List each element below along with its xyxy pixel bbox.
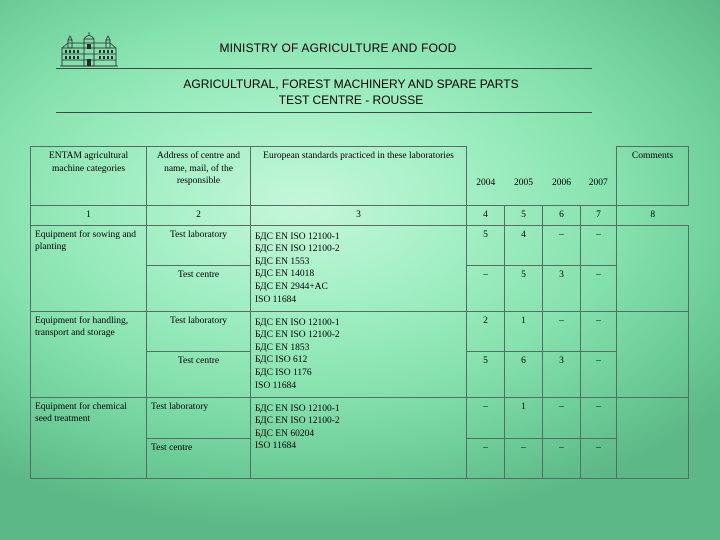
trial-value: 5 (467, 225, 505, 265)
place-cell: Test centre (147, 351, 251, 397)
header-comments: Comments (617, 147, 689, 206)
trial-value: – (581, 397, 617, 438)
column-number-row (31, 206, 689, 226)
standards-cell (251, 225, 467, 311)
standard-item: БДС EN ISO 12100-1 (255, 317, 340, 328)
header-year: 2006 (543, 147, 581, 206)
column-number: 2 (147, 206, 251, 226)
trial-value: – (581, 265, 617, 311)
standard-item: БДС ISO 1176 (255, 367, 312, 378)
standard-item: БДС EN ISO 12100-1 (255, 403, 340, 414)
trial-value: – (543, 438, 581, 478)
place-cell: Test centre (147, 265, 251, 311)
column-number: 7 (581, 206, 617, 226)
trial-value: 2 (467, 311, 505, 351)
column-number: 3 (251, 206, 467, 226)
standards-cell (251, 311, 467, 397)
category-cell: Equipment for handling, transport and storage (31, 311, 147, 397)
table-row (31, 311, 689, 351)
trial-value: – (581, 225, 617, 265)
standard-item: БДС EN 2944+AC (255, 281, 328, 292)
column-number: 1 (31, 206, 147, 226)
category-cell: Equipment for chemical seed treatment (31, 397, 147, 478)
header-standards: European standards practiced in these laboratories (251, 147, 467, 206)
standard-item: ISO 11684 (255, 441, 297, 452)
standard-item: ISO 11684 (255, 380, 297, 391)
column-number: 8 (650, 210, 656, 220)
standard-item: БДС ISO 612 (255, 355, 308, 366)
standard-item: БДС EN 60204 (255, 428, 315, 439)
place-cell: Test laboratory (147, 225, 251, 265)
trial-value: – (543, 225, 581, 265)
trial-value: – (543, 397, 581, 438)
trial-value: 6 (505, 351, 543, 397)
trial-value: – (581, 351, 617, 397)
place-cell: Test laboratory (147, 311, 251, 351)
standard-item: БДС EN 1853 (255, 342, 310, 353)
trial-value: 5 (467, 351, 505, 397)
ministry-title: MINISTRY OF AGRICULTURE AND FOOD (219, 41, 457, 55)
test-centre-title (0, 76, 702, 108)
comments-cell (617, 397, 689, 478)
trial-value: 1 (505, 397, 543, 438)
trial-value: 5 (505, 265, 543, 311)
trial-value: 1 (505, 311, 543, 351)
table-row (31, 397, 689, 438)
trial-value: – (505, 438, 543, 478)
place-cell: Test laboratory (147, 397, 251, 438)
category-cell: Equipment for sowing and planting (31, 225, 147, 311)
standard-item: БДС EN ISO 12100-2 (255, 330, 340, 341)
trial-value: – (467, 265, 505, 311)
table-row (31, 225, 689, 265)
comments-cell (617, 311, 689, 397)
standard-item: БДС EN 1553 (255, 256, 310, 267)
trial-value: – (467, 438, 505, 478)
trial-value: 4 (505, 225, 543, 265)
column-number: 4 (467, 206, 505, 226)
header-categories: ENTAM agricultural machine categories (31, 147, 147, 206)
title-divider (56, 68, 592, 69)
standards-cell (251, 397, 467, 478)
column-number: 5 (505, 206, 543, 226)
table-header-row (31, 147, 689, 206)
header-year: 2004 (467, 147, 505, 206)
trial-value: – (581, 438, 617, 478)
trial-value: 3 (543, 351, 581, 397)
trials-table (30, 146, 689, 479)
trial-value: – (581, 311, 617, 351)
trial-value: – (543, 311, 581, 351)
header-year: 2005 (505, 147, 543, 206)
comments-cell (617, 225, 689, 311)
header-address: Address of centre and name, mail, of the responsible (147, 147, 251, 206)
standard-item: БДС EN 14018 (255, 269, 315, 280)
header-year: 2007 (581, 147, 617, 206)
trial-value: 3 (543, 265, 581, 311)
trial-value: – (467, 397, 505, 438)
standard-item: БДС EN ISO 12100-1 (255, 231, 340, 242)
title-line-2: TEST CENTRE - ROUSSE (278, 93, 424, 107)
standard-item: БДС EN ISO 12100-2 (255, 416, 340, 427)
standard-item: ISO 11684 (255, 294, 297, 305)
column-number: 6 (543, 206, 581, 226)
title-divider (56, 112, 592, 113)
title-line-1: AGRICULTURAL, FOREST MACHINERY AND SPARE PARTS (183, 77, 519, 91)
place-cell: Test centre (147, 438, 251, 478)
standard-item: БДС EN ISO 12100-2 (255, 244, 340, 255)
